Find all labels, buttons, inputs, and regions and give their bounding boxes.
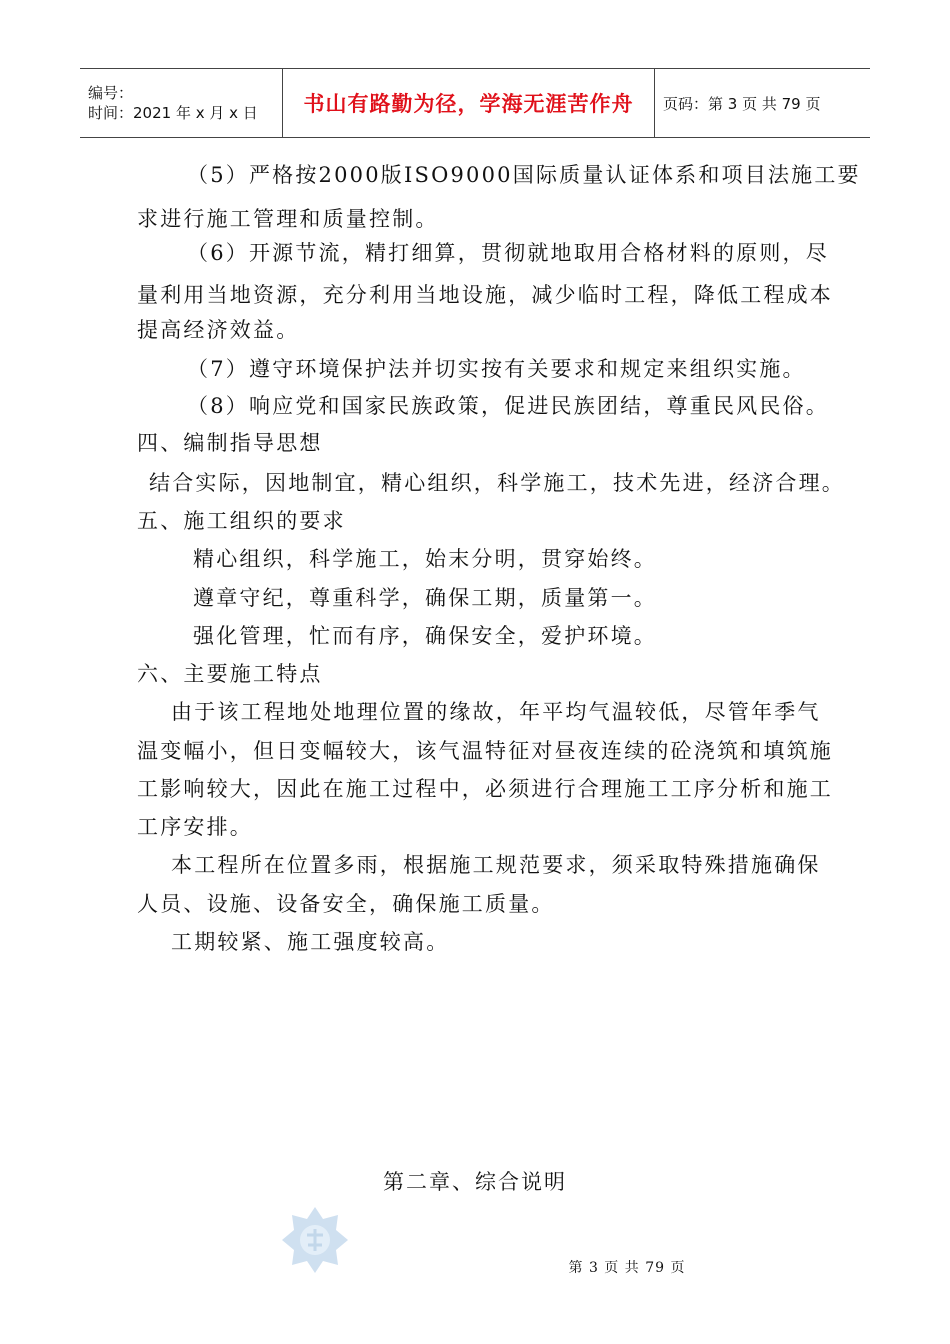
section-heading: 六、主要施工特点 bbox=[137, 662, 323, 686]
body-line: 结合实际，因地制宜，精心组织，科学施工，技术先进，经济合理。 bbox=[149, 471, 845, 495]
section-heading: 五、施工组织的要求 bbox=[137, 509, 346, 533]
header-meta bbox=[80, 69, 283, 137]
body-line: （8）响应党和国家民族政策，促进民族团结，尊重民风民俗。 bbox=[187, 394, 829, 418]
page-code: 页码：第 3 页 共 79 页 bbox=[663, 94, 821, 113]
body-line: 人员、设施、设备安全，确保施工质量。 bbox=[137, 892, 555, 916]
body-line: 工影响较大，因此在施工过程中，必须进行合理施工工序分析和施工 bbox=[137, 777, 833, 801]
body-line: （5）严格按2000版ISO9000国际质量认证体系和项目法施工要 bbox=[187, 163, 861, 187]
body-line: （7）遵守环境保护法并切实按有关要求和规定来组织实施。 bbox=[187, 357, 806, 381]
body-line: 工序安排。 bbox=[137, 815, 253, 839]
page-header bbox=[80, 68, 870, 138]
header-motto-cell bbox=[283, 69, 655, 137]
page-footer: 第 3 页 共 79 页 bbox=[568, 1260, 686, 1276]
number-label: 编号： bbox=[88, 84, 134, 102]
body-line: 量利用当地资源，充分利用当地设施，减少临时工程，降低工程成本 bbox=[137, 283, 833, 307]
body-line: （6）开源节流，精打细算，贯彻就地取用合格材料的原则，尽 bbox=[187, 241, 829, 265]
body-line: 由于该工程地处地理位置的缘故，年平均气温较低，尽管年季气 bbox=[171, 700, 821, 724]
chapter-title: 第二章、综合说明 bbox=[383, 1170, 567, 1194]
body-line: 本工程所在位置多雨，根据施工规范要求，须采取特殊措施确保 bbox=[171, 853, 821, 877]
body-line: 温变幅小，但日变幅较大，该气温特征对昼夜连续的砼浇筑和填筑施 bbox=[137, 739, 833, 763]
body-line: 遵章守纪，尊重科学，确保工期，质量第一。 bbox=[193, 586, 657, 610]
section-heading: 四、编制指导思想 bbox=[137, 431, 323, 455]
body-line: 强化管理，忙而有序，确保安全，爱护环境。 bbox=[193, 624, 657, 648]
body-line: 精心组织，科学施工，始末分明，贯穿始终。 bbox=[193, 547, 657, 571]
motto: 书山有路勤为径，学海无涯苦作舟 bbox=[303, 92, 634, 116]
body-line: 求进行施工管理和质量控制。 bbox=[137, 207, 439, 231]
header-page-code-cell bbox=[655, 69, 870, 137]
body-line: 工期较紧、施工强度较高。 bbox=[171, 930, 450, 954]
body-line: 提高经济效益。 bbox=[137, 318, 300, 342]
time-label: 时间：2021 年 x 月 x 日 bbox=[88, 104, 258, 122]
